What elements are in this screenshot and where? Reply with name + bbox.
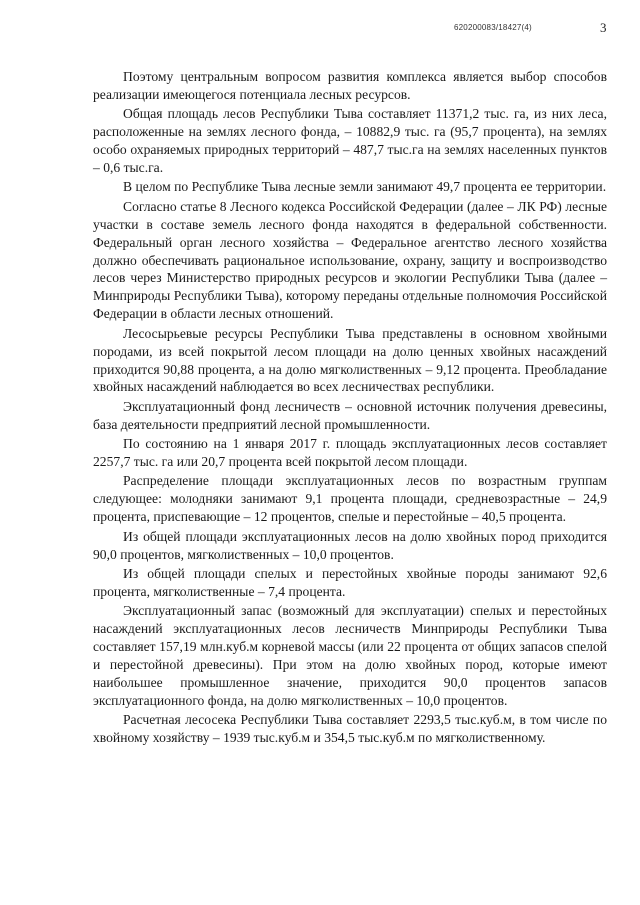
- paragraph: Эксплуатационный фонд лесничеств – основной источник получения древесины, база деятельности предприятий лесной промышленности.: [93, 398, 607, 432]
- paragraph: Распределение площади эксплуатационных лесов по возрастным группам следующее: молодняки занимают 9,1 процента площади, средневозрастные – 24,9 процента, приспевающие – 12 процентов, спелые и перестойные – 40,5 процента.: [93, 473, 607, 525]
- paragraph: По состоянию на 1 января 2017 г. площадь эксплуатационных лесов составляет 2257,7 тыс. га или 20,7 процента всей покрытой лесом площади.: [93, 436, 607, 470]
- paragraph: Эксплуатационный запас (возможный для эксплуатации) спелых и перестойных насаждений эксплуатационных лесов лесничеств Минприроды Республики Тыва составляет 157,19 млн.куб.м корневой массы (или 22 процента от общих запасов спелой и перестойной древесины). При этом на долю хвойных пород, которые имеют наибольшее промышленное значение, приходится 90,0 процентов запасов эксплуатационного фонда, на долю мягколиственных – 10,0 процентов.: [93, 603, 607, 708]
- paragraph: В целом по Республике Тыва лесные земли занимают 49,7 процента ее территории.: [123, 179, 607, 195]
- page-number: 3: [600, 20, 607, 35]
- document-code: 620200083/18427(4): [454, 23, 532, 32]
- paragraph: Лесосырьевые ресурсы Республики Тыва представлены в основном хвойными породами, из всей покрытой лесом площади на долю ценных хвойных насаждений приходится 90,88 процента, а на долю мягколиственных – 9,12 процента. Преобладание хвойных насаждений наблюдается во всех лесничествах республики.: [93, 325, 607, 395]
- document-body: [93, 68, 607, 749]
- paragraph: Из общей площади эксплуатационных лесов на долю хвойных пород приходится 90,0 процентов, мягколиственных – 10,0 процентов.: [93, 528, 607, 562]
- paragraph: Общая площадь лесов Республики Тыва составляет 11371,2 тыс. га, из них леса, расположенные на землях лесного фонда, – 10882,9 тыс. га (95,7 процента), на землях особо охраняемых природных территорий – 487,7 тыс.га на землях населенных пунктов – 0,6 тыс.га.: [93, 106, 607, 176]
- paragraph: Поэтому центральным вопросом развития комплекса является выбор способов реализации имеющегося потенциала лесных ресурсов.: [93, 69, 607, 102]
- paragraph: Из общей площади спелых и перестойных хвойные породы занимают 92,6 процента, мягколиственные – 7,4 процента.: [93, 565, 607, 599]
- paragraph: Согласно статье 8 Лесного кодекса Российской Федерации (далее – ЛК РФ) лесные участки в составе земель лесного фонда находятся в федеральной собственности. Федеральный орган лесного хозяйства – Федеральное агентство лесного хозяйства должно обеспечивать рациональное использование, охрану, защиту и воспроизводство лесов через Министерство природных ресурсов и экологии Республики Тыва (далее – Минприроды Республики Тыва), которому переданы отдельные полномочия Российской Федерации в области лесных отношений.: [93, 198, 607, 322]
- paragraph: Расчетная лесосека Республики Тыва составляет 2293,5 тыс.куб.м, в том числе по хвойному хозяйству – 1939 тыс.куб.м и 354,5 тыс.куб.м по мягколиственному.: [93, 712, 607, 746]
